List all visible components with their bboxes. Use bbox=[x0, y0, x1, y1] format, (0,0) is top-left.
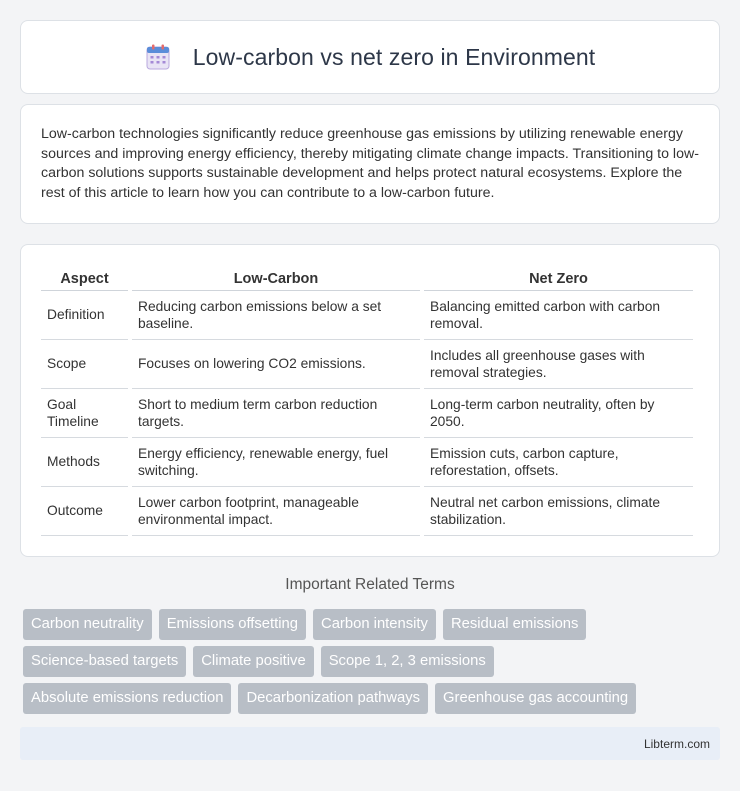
tag-climate-positive[interactable]: Climate positive bbox=[193, 646, 313, 677]
table-header-row bbox=[41, 265, 693, 291]
related-terms-tags bbox=[23, 609, 723, 720]
tag-emissions-offsetting[interactable]: Emissions offsetting bbox=[159, 609, 306, 640]
related-terms-title: Important Related Terms bbox=[285, 576, 455, 593]
net-zero-cell: Balancing emitted carbon with carbon removal. bbox=[424, 291, 693, 340]
tag-row bbox=[23, 609, 723, 640]
tag-greenhouse-gas-accounting[interactable]: Greenhouse gas accounting bbox=[435, 683, 636, 714]
aspect-cell: Scope bbox=[41, 340, 128, 389]
header-net-zero: Net Zero bbox=[424, 265, 693, 291]
tag-scope-emissions[interactable]: Scope 1, 2, 3 emissions bbox=[321, 646, 494, 677]
aspect-cell: Outcome bbox=[41, 487, 128, 536]
tag-row bbox=[23, 683, 723, 714]
aspect-cell: Goal Timeline bbox=[41, 389, 128, 438]
intro-card bbox=[20, 104, 720, 224]
aspect-cell: Methods bbox=[41, 438, 128, 487]
footer bbox=[20, 727, 720, 760]
table-row bbox=[41, 487, 693, 536]
low-carbon-cell: Energy efficiency, renewable energy, fuel switching. bbox=[132, 438, 420, 487]
table-row bbox=[41, 340, 693, 389]
aspect-cell: Definition bbox=[41, 291, 128, 340]
comparison-table bbox=[37, 265, 697, 536]
header-card bbox=[20, 20, 720, 94]
tag-absolute-emissions-reduction[interactable]: Absolute emissions reduction bbox=[23, 683, 231, 714]
footer-site-link[interactable]: Libterm.com bbox=[643, 736, 710, 751]
tag-carbon-intensity[interactable]: Carbon intensity bbox=[313, 609, 436, 640]
table-row bbox=[41, 291, 693, 340]
net-zero-cell: Neutral net carbon emissions, climate stabilization. bbox=[424, 487, 693, 536]
tag-science-based-targets[interactable]: Science-based targets bbox=[23, 646, 186, 677]
header-low-carbon: Low-Carbon bbox=[132, 265, 420, 291]
page-title: Low-carbon vs net zero in Environment bbox=[192, 43, 596, 70]
table-row bbox=[41, 438, 693, 487]
comparison-card bbox=[20, 244, 720, 557]
low-carbon-cell: Focuses on lowering CO2 emissions. bbox=[132, 340, 420, 389]
tag-residual-emissions[interactable]: Residual emissions bbox=[443, 609, 586, 640]
net-zero-cell: Includes all greenhouse gases with removal strategies. bbox=[424, 340, 693, 389]
intro-text: Low-carbon technologies significantly reduce greenhouse gas emissions by utilizing renewable energy sources and improving energy efficiency, thereby mitigating climate change impacts. Transitioning to low-carbon solutions supports sustainable development and helps protect natural ecosystems. Explore the rest of this article to learn how you can contribute to a low-carbon future. bbox=[41, 126, 699, 201]
low-carbon-cell: Lower carbon footprint, manageable environmental impact. bbox=[132, 487, 420, 536]
calendar-icon bbox=[145, 44, 171, 70]
net-zero-cell: Long-term carbon neutrality, often by 2050. bbox=[424, 389, 693, 438]
tag-carbon-neutrality[interactable]: Carbon neutrality bbox=[23, 609, 152, 640]
low-carbon-cell: Reducing carbon emissions below a set baseline. bbox=[132, 291, 420, 340]
net-zero-cell: Emission cuts, carbon capture, reforestation, offsets. bbox=[424, 438, 693, 487]
tag-decarbonization-pathways[interactable]: Decarbonization pathways bbox=[238, 683, 428, 714]
tag-row bbox=[23, 646, 723, 677]
header-aspect: Aspect bbox=[41, 265, 128, 291]
low-carbon-cell: Short to medium term carbon reduction targets. bbox=[132, 389, 420, 438]
table-row bbox=[41, 389, 693, 438]
